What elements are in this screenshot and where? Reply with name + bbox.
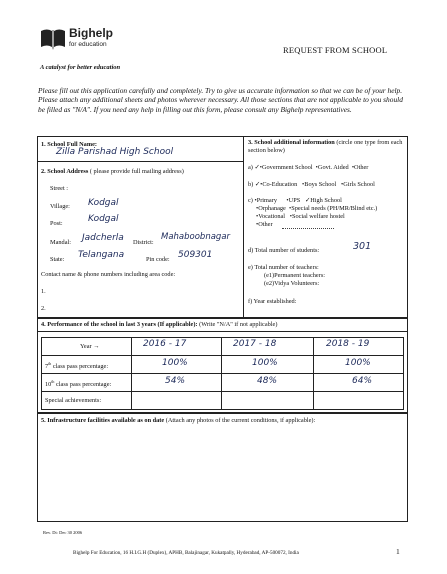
- pin-label: Pin code:: [146, 256, 170, 263]
- option-vocational[interactable]: Vocational: [258, 213, 286, 220]
- village-value: Kodgal: [88, 198, 119, 208]
- year-established-label: f) Year established:: [248, 298, 297, 305]
- row-7th-2017: 100%: [252, 358, 278, 368]
- option-social-welfare-hostel[interactable]: Social welfare hostel: [291, 213, 345, 220]
- contact-1: 1.: [41, 288, 46, 295]
- year-2016-17: 2016 - 17: [143, 339, 187, 349]
- year-header: Year →: [80, 343, 100, 350]
- contact-label: Contact name & phone numbers including area code:: [41, 271, 176, 278]
- state-label: State:: [50, 256, 65, 263]
- row-10th-2017: 48%: [257, 376, 278, 386]
- revision-date: Rev. Dt: Dec 30 2006: [43, 530, 83, 535]
- option-co-education[interactable]: Co-Education: [262, 181, 298, 188]
- book-pencil-icon: [40, 26, 66, 50]
- intro-text: Please fill out this application carefully and completely. Try to give us accurate information so that we can be of your help. Please attach any additional sheets and photos wherever necessary. All those sections that are not applicable to you should be filled as "N/A". If you need any help in filling out this form, please consult any Bighelp representatives.: [38, 86, 403, 114]
- row-10th-label: 10th class pass percentage:: [45, 379, 112, 389]
- row-special-label: Special achievements:: [45, 397, 102, 404]
- district-value: Mahaboobnagar: [161, 232, 231, 242]
- row-7th-label: 7th class pass percentage:: [45, 361, 109, 371]
- contact-2: 2.: [41, 305, 46, 312]
- logo-sub: for education: [69, 41, 107, 48]
- arrow-right-icon: →: [93, 343, 100, 350]
- section3-c-row1: c) •Primary •UPS ✓High School: [248, 197, 342, 204]
- village-label: Village:: [50, 203, 70, 210]
- option-other-a[interactable]: Other: [354, 164, 369, 171]
- total-students-value: 301: [353, 241, 372, 252]
- option-government-school[interactable]: Government School: [261, 164, 313, 171]
- year-2018-19: 2018 - 19: [326, 339, 370, 349]
- section5-title: 5. Infrastructure facilities available as on date (Attach any photos of the current conditions, if applicable):: [41, 417, 316, 424]
- logo-name: Bighelp: [69, 26, 113, 40]
- tick-icon: ✓: [254, 181, 261, 188]
- section3-b-row: b) ✓•Co-Education •Boys School •Girls School: [248, 181, 375, 188]
- section3-title: 3. School additional information (circle one type from each section below): [248, 139, 403, 154]
- option-orphanage[interactable]: Orphanage: [258, 205, 286, 212]
- state-value: Telangana: [78, 250, 125, 260]
- school-name-value: Zilla Parishad High School: [56, 147, 174, 157]
- section1-title: 1. School Full Name:: [41, 141, 97, 148]
- option-girls-school[interactable]: Girls School: [343, 181, 375, 188]
- logo: [40, 26, 66, 50]
- post-value: Kodgal: [88, 214, 119, 224]
- option-special-needs[interactable]: Special needs (PH/MR/Blind etc.): [291, 205, 378, 212]
- row-10th-2016: 54%: [165, 376, 186, 386]
- district-label: District:: [133, 239, 154, 246]
- option-primary[interactable]: Primary: [256, 197, 277, 204]
- mandal-value: Jadcherla: [82, 233, 124, 243]
- mandal-label: Mandal:: [50, 239, 71, 246]
- section5-box: [37, 413, 408, 522]
- permanent-teachers-label: (e1)Permanent teachers:: [264, 272, 326, 279]
- option-other-c[interactable]: Other: [258, 221, 273, 228]
- tick-icon: ✓: [304, 197, 311, 204]
- footer-address: Bighelp For Education, 16 H.I.G.H (Duplex), APHB, Balajinagar, Kukatpally, Hyderabad, AP-500072, India: [73, 550, 299, 556]
- option-high-school[interactable]: High School: [310, 197, 342, 204]
- row-10th-2018: 64%: [352, 376, 373, 386]
- total-students-label: d) Total number of students:: [248, 247, 320, 254]
- option-govt-aided[interactable]: Govt. Aided: [317, 164, 349, 171]
- section3-c-row4: •Other: [256, 221, 273, 228]
- section3-c-row3: •Vocational •Social welfare hostel: [256, 213, 345, 220]
- option-ups[interactable]: UPS: [288, 197, 301, 204]
- section4-title: 4. Performance of the school in last 3 years (If applicable): (Write "N/A" if not applicable): [41, 321, 278, 328]
- vidya-volunteers-label: (e2)Vidya Volunteers:: [264, 280, 320, 287]
- row-7th-2018: 100%: [345, 358, 371, 368]
- form-title: REQUEST FROM SCHOOL: [283, 45, 388, 55]
- option-boys-school[interactable]: Boys School: [304, 181, 337, 188]
- page-number: 1: [396, 547, 400, 556]
- row-7th-2016: 100%: [162, 358, 188, 368]
- pin-value: 509301: [178, 250, 213, 260]
- year-2017-18: 2017 - 18: [233, 339, 277, 349]
- tagline: A catalyst for better education: [40, 64, 121, 71]
- post-label: Post:: [50, 220, 63, 227]
- section2-title: 2. School Address ( please provide full mailing address): [41, 168, 184, 175]
- section3-a-row: a) ✓•Government School •Govt. Aided •Other: [248, 164, 369, 171]
- total-teachers-label: e) Total number of teachers:: [248, 264, 319, 271]
- tick-icon: ✓: [254, 164, 260, 171]
- section3-c-row2: •Orphanage •Special needs (PH/MR/Blind etc.): [256, 205, 378, 212]
- street-label: Street :: [50, 185, 69, 192]
